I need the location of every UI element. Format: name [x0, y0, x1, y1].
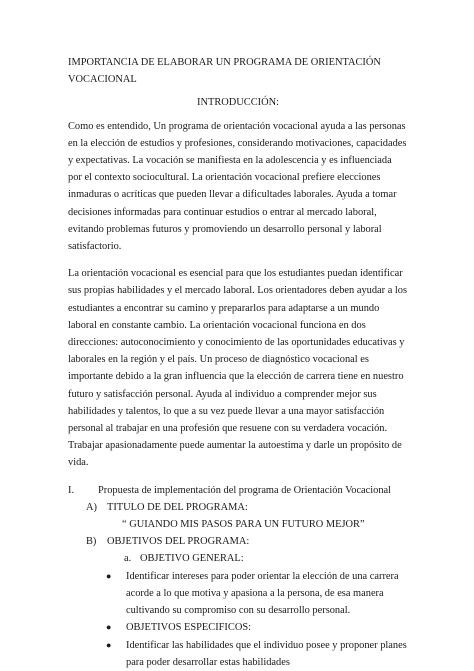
intro-paragraph-1: Como es entendido, Un programa de orientación vocacional ayuda a las personas en la elección de estudios y profesiones, considerando motivaciones, capacidades y expectativas. La vocación se manifiesta en la adolescencia y es influenciada por el contexto sociocultural. La orientación vocacional prefiere elecciones inmaduras o acríticas que pueden llevar a dificultades laborales. Ayuda a tomar decisiones informadas para continuar estudios o entrar al mercado laboral, evitando problemas futuros y promoviendo un desarrollo personal y laboral satisfactorio.	[68, 120, 407, 253]
intro-paragraph-2: La orientación vocacional es esencial para que los estudiantes puedan identificar sus propias habilidades y el mercado laboral. Los orientadores deben ayudar a los estudiantes a encontrar su camino y prepararlos para adaptarse a un mundo laboral en constante cambio. La orientación vocacional funciona en dos direcciones: autoconocimiento y conocimiento de las oportunidades educativas y laborales en la región y el país. Un proceso de diagnóstico vocacional es importante debido a la gran influencia que la elección de carrera tiene en nuestro futuro y satisfacción personal. Ayuda al individuo a comprender mejor sus habilidades y talentos, lo que a su vez puede llevar a una mayor satisfacción personal al trabajar en una profesión que resuene con su verdadera vocación. Trabajar apasionadamente puede aumentar la autoestima y darle un propósito de vida.	[68, 268, 408, 469]
sub-item-a-text: OBJETIVO GENERAL:	[140, 553, 244, 565]
item-a	[86, 499, 408, 516]
bullet-general-objective	[106, 568, 408, 620]
bullet-specific-text: Identificar las habilidades que el individuo posee y proponer planes para poder desarrollar estas habilidades	[126, 639, 407, 668]
item-b-text: OBJETIVOS DEL PROGRAMA:	[107, 536, 250, 548]
bullet-specific-heading	[106, 619, 408, 636]
bullet-specific-objective	[106, 637, 408, 671]
item-b-marker: B)	[86, 536, 97, 548]
document-title: IMPORTANCIA DE ELABORAR UN PROGRAMA DE ORIENTACIÓN VOCACIONAL	[68, 57, 381, 86]
bullet-icon: ●	[106, 622, 112, 633]
bullet-general-text: Identificar intereses para poder orientar la elección de una carrera acorde a lo que motiva y apasiona a la persona, de esa manera cultivando su compromiso con su desarrollo personal.	[126, 570, 399, 617]
item-b	[86, 533, 408, 550]
item-a-marker: A)	[86, 501, 97, 513]
bullet-icon: ●	[106, 639, 112, 650]
specific-heading-text: OBJETIVOS ESPECIFICOS:	[126, 622, 251, 634]
bullet-icon: ●	[106, 570, 112, 581]
roman-item	[68, 482, 408, 499]
roman-item-text: Propuesta de implementación del programa de Orientación Vocacional	[98, 484, 392, 496]
program-name: “ GUIANDO MIS PASOS PARA UN FUTURO MEJOR”	[122, 519, 365, 531]
sub-item-a	[124, 550, 408, 567]
introduction-heading: INTRODUCCIÓN:	[197, 97, 279, 109]
sub-item-a-marker: a.	[124, 553, 132, 565]
document-body	[68, 54, 408, 671]
roman-marker: I.	[68, 484, 75, 496]
item-a-text: TITULO DE DEL PROGRAMA:	[107, 501, 248, 513]
proposal-outline	[68, 482, 408, 671]
